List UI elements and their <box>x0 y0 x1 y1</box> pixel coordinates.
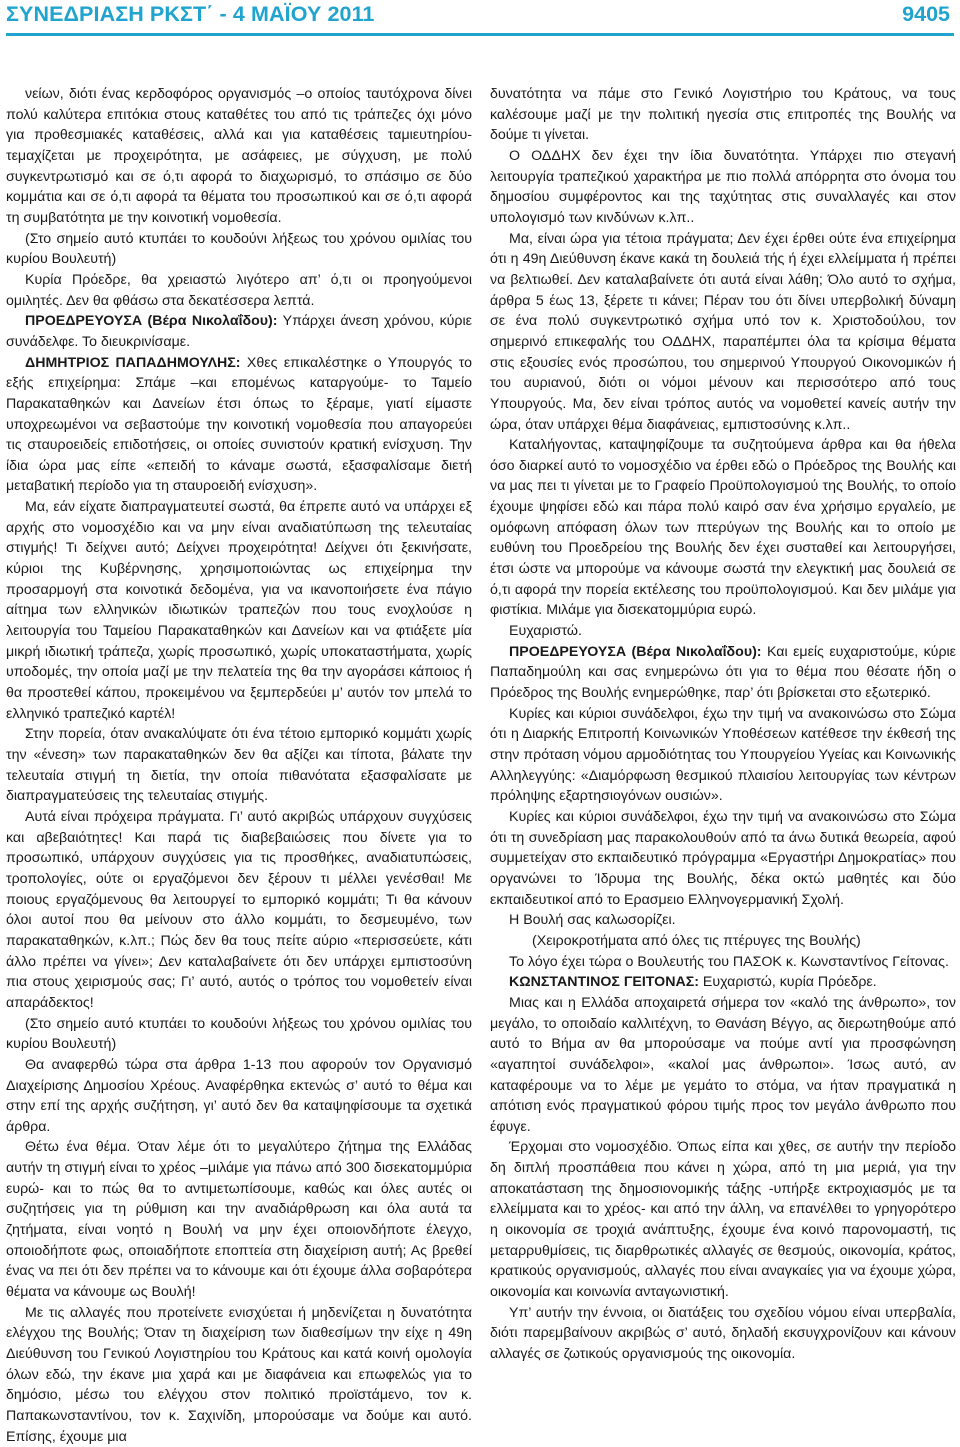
paragraph-text: Μα, είναι ώρα για τέτοια πράγματα; Δεν έχει έρθει ούτε ένα επιχείρημα ότι η 49η Διεύθυνση έκανε κακά τη δουλειά τής ή έχει ελλείμματα ή πρέπει να βελτιωθεί. Δεν καταλαβαίνετε ότι αυτά είναι λάθη; Όλο αυτό το σχήμα, άρθρα 5 έως 13, ξέρετε τι κάνει; Πέραν του ότι δίνει υπερβολική δύναμη σε ένα πολύ συγκεντρωτικό σχήμα υπό τον κ. Χριστοδούλου, τον σημερινό επικεφαλής του ΟΔΔΗΧ, παραπέμπει όλα τα κρίσιμα θέματα στις εξουσίες ενός προσώπου, του σημερινού Υπουργού Οικονομικών ή του αυριανού, διότι οι νόμοι μένουν και περισσότερο από τους Υπουργούς. Μα, δεν είναι τρόπος αυτός να νομοθετεί κανείς αυτήν την ώρα, όταν υπάρχει θέμα διαφάνειας, εμπιστοσύνης κ.λπ.. <box>490 230 956 433</box>
speaker-name: ΠΡΟΕΔΡΕΥΟΥΣΑ (Βέρα Νικολαΐδου): <box>509 643 762 660</box>
paragraph-text: δυνατότητα να πάμε στο Γενικό Λογιστήριο του Κράτους, να τους καλέσουμε μαζί με την πολιτική ηγεσία στις επιτροπές της Βουλής να δούμε τι γίνεται. <box>490 86 956 144</box>
paragraph <box>490 952 956 973</box>
paragraph-text: Κυρίες και κύριοι συνάδελφοι, έχω την τιμή να ανακοινώσω στο Σώμα ότι η Διαρκής Επιτροπή Κοινωνικών Υποθέσεων κατέθεσε την έκθεσή της στην πρόταση νόμου αρμοδιότητας του Υπουργείου Υγείας και Κοινωνικής Αλληλεγγύης: «Διαμόρφωση θεσμικού πλαισίου λειτουργίας των κέντρων πρόληψης εξαρτησιογόνων ουσιών». <box>490 705 956 805</box>
paragraph-text: (Στο σημείο αυτό κτυπάει το κουδούνι λήξεως του χρόνου ομιλίας του κυρίου Βουλευτή) <box>6 1015 472 1053</box>
paragraph-text: Ευχαριστώ. <box>509 623 582 640</box>
paragraph <box>6 84 472 229</box>
paragraph-text: Αυτά είναι πρόχειρα πράγματα. Γι’ αυτό ακριβώς υπάρχουν συγχύσεις και αβεβαιότητες! Και παρά τις διαβεβαιώσεις που δίνετε για το προσωπικό, υπάρχουν συγχύσεις για τις προσθήκες, αναδιατυπώσεις, τροπολογίες, ούτε οι εργαζόμενοι δεν ξέρουν τι μέλλει γενέσθαι! Με ποιους εργαζόμενους θα λειτουργεί το εμπορικό κομμάτι; Τι θα κάνουν όλοι αυτοί που θα μείνουν στο άλλο κομμάτι, το δεσμευμένο, των παρακαταθηκών, κ.λπ.; Πώς δεν θα τους πείτε αύριο «περισσεύετε, κάτι άλλο πρέπει να γίνει»; Δεν καταλαβαίνετε ότι δεν υπάρχει εμπιστοσύνη πια στους χειρισμούς σας; Γι’ αυτό, αυτός ο τρόπος του νομοθετείν είναι απαράδεκτος! <box>6 808 472 1011</box>
paragraph-text: Το λόγο έχει τώρα ο Βουλευτής του ΠΑΣΟΚ κ. Κωνσταντίνος Γείτονας. <box>509 953 949 970</box>
paragraph-text: Ο ΟΔΔΗΧ δεν έχει την ίδια δυνατότητα. Υπάρχει πιο στεγανή λειτουργία τραπεζικού χαρακτήρα με πιο πολλά απόρρητα στο όνομα του δημοσίου συμφέροντος και της ταχύτητας στις συναλλαγές και στον υπολογισμό των κινδύνων κ.λπ.. <box>490 147 956 226</box>
paragraph <box>490 1137 956 1302</box>
paragraph <box>490 807 956 910</box>
paragraph-text: Καταλήγοντας, καταψηφίζουμε τα συζητούμενα άρθρα και θα ήθελα όσο διαρκεί αυτό το νομοσχέδιο να έρθει εδώ ο Πρόεδρος της Βουλής και να μας πει τι γίνεται με το Γραφείο Προϋπολογισμού της Βουλής, το οποίο έχουμε ψηφίσει εδώ και πάρα πολύ καιρό σαν ένα χρήσιμο εργαλείο, με ομόφωνη απόφαση όλων των πτερύγων της Βουλής και το οποίο με ευθύνη του Προεδρείου της Βουλής δεν έχει συσταθεί και λειτουργήσει, έτσι ώστε να μπορούμε να κάνουμε σωστά την ελεγκτική μας δουλειά σε ό,τι αφορά την πορεία εκτέλεσης του προϋπολογισμού. Και δεν μιλάμε για φιστίκια. Μιλάμε για δισεκατομμύρια ευρώ. <box>490 437 956 619</box>
paragraph <box>6 353 472 498</box>
paragraph <box>6 311 472 352</box>
paragraph-text: Χθες επικαλέστηκε ο Υπουργός το εξής επιχείρημα: Σπάμε –και επομένως καταργούμε- το Ταμείο Παρακαταθηκών και Δανείων έτσι όπως το ξέραμε, γιατί είμαστε υποχρεωμένοι να σεβαστούμε την κοινοτική νομοθεσία που απαγορεύει τις σταυροειδείς επιδοτήσεις, οι οποίες συνιστούν κρατική ενίσχυση. Την ίδια ώρα μας είπε «επειδή το κάναμε σωστά, εξασφαλίσαμε διετή μεταβατική περίοδο για τη σταυροειδή ενίσχυση». <box>6 354 472 495</box>
speaker-name: ΠΡΟΕΔΡΕΥΟΥΣΑ (Βέρα Νικολαΐδου): <box>25 313 278 330</box>
paragraph-text: Και εμείς ευχαριστούμε, κύριε Παπαδημούλη και σας ενημερώνω ότι για το θέμα που θέσατε ήδη ο Πρόεδρος της Βουλής ενημερώθηκε, παρ’ ότι βρίσκεται στο εξωτερικό. <box>490 643 956 702</box>
paragraph-text: Η Βουλή σας καλωσορίζει. <box>509 912 676 929</box>
page-number: 9405 <box>902 2 950 26</box>
paragraph-text: Μα, εάν είχατε διαπραγματευτεί σωστά, θα έπρεπε αυτό να υπάρχει εξ αρχής στο νομοσχέδιο και να μην είναι αναδιατύπωση της τελευταίας στιγμής! Τι δείχνει αυτό; Δείχνει προχειρότητα! Δείχνει ότι ξεκινήσατε, κύριοι της Κυβέρνησης, χρησιμοποιώντας ως επιχείρημα την προσαρμογή στα κοινοτικά δεδομένα, για να ικανοποιήσετε ένα πάγιο αίτημα των ελληνικών ιδιωτικών τραπεζών που τους ενοχλούσε η λειτουργία του Ταμείου Παρακαταθηκών και Δανείων και να φτιάξετε μία μικρή ιδιωτική τράπεζα, χωρίς προσωπικό, χωρίς υποκαταστήματα, χωρίς υποδομές, την οποία μαζί με την πελατεία της θα την αγοράσει κάποιος ή θα προστεθεί κάπου, προκειμένου να ξεμπερδεύει μ’ αυτόν τον μπελά το ελληνικό τραπεζικό καρτέλ! <box>6 499 472 722</box>
paragraph <box>490 704 956 807</box>
paragraph-text: Στην πορεία, όταν ανακαλύψατε ότι ένα τέτοιο εμπορικό κομμάτι χωρίς την «ένεση» των παρακαταθηκών δεν θα αξίζει και τίποτα, βάλατε την τελευταία στιγμή τη διετία, την οποία πιθανότατα εξασφαλίσατε με διαπραγματεύσεις της τελευταίας στιγμής. <box>6 726 472 805</box>
paragraph <box>6 497 472 724</box>
paragraph-text: Ευχαριστώ, κυρία Πρόεδρε. <box>698 974 877 991</box>
paragraph-text: νείων, διότι ένας κερδοφόρος οργανισμός –ο οποίος ταυτόχρονα δίνει πολύ καλύτερα επιτόκια στους καταθέτες του από τις τράπεζες όχι μόνο για προθεσμιακές καταθέσεις, αλλά και για καταθέσεις ταμιευτηρίου- τεμαχίζεται με προχειρότητα, με ασάφειες, με σύγχυση, με πολύ συγκεντρωτισμό και σε ό,τι αφορά το διαχωρισμό, το σπάσιμο σε δύο κομμάτια και σε ό,τι αφορά τα θέματα του προσωπικού και σε ό,τι αφορά τη συμβατότητα με την κοινοτική νομοθεσία. <box>6 86 472 226</box>
paragraph <box>490 1303 956 1365</box>
paragraph-text: Θα αναφερθώ τώρα στα άρθρα 1-13 που αφορούν τον Οργανισμό Διαχείρισης Δημοσίου Χρέους. Αναφέρθηκα εκτενώς σ’ αυτό το θέμα και στην επί της αρχής συζήτηση, γι’ αυτό δεν θα καταψηφίσουμε τα σχετικά άρθρα. <box>6 1056 472 1135</box>
paragraph <box>6 270 472 311</box>
paragraph-text: Κυρίες και κύριοι συνάδελφοι, έχω την τιμή να ανακοινώσω στο Σώμα ότι τη συνεδρίαση μας παρακολουθούν από τα άνω δυτικά θεωρεία, αφού συμμετείχαν στο εκπαιδευτικό πρόγραμμα «Εργαστήρι Δημοκρατίας» που οργανώνει το Ίδρυμα της Βουλής, δέκα οκτώ μαθητές και δύο εκπαιδευτικοί από το Ερασμειο Ελληνογερμανική Σχολή. <box>490 808 956 908</box>
paragraph-text: (Στο σημείο αυτό κτυπάει το κουδούνι λήξεως του χρόνου ομιλίας του κυρίου Βουλευτή) <box>6 230 472 268</box>
paragraph <box>490 993 956 1138</box>
right-column <box>490 84 956 1436</box>
paragraph <box>490 146 956 229</box>
paragraph <box>490 931 956 952</box>
paragraph-text: Με τις αλλαγές που προτείνετε ενισχύεται ή μηδενίζεται η δυνατότητα ελέγχου της Βουλής; Όταν τη διαχείριση των διαθεσίμων την είχε η 49η Διεύθυνση του Γενικού Λογιστηρίου του Κράτους και κατά κοινή ομολογία όλων εδώ, την έκανε μια χαρά και με διαφάνεια και επωφελώς για το δημόσιο, μέσω του ελέγχου στον πολιτικό προϊστάμενο, τον κ. Παπακωνσταντίνου, τον κ. Σαχινίδη, μπορούσαμε να δούμε και αυτό. Επίσης, έχουμε μια <box>6 1304 472 1445</box>
paragraph-text: Υπάρχει άνεση χρόνου, κύριε συνάδελφε. Το διευκρινίσαμε. <box>6 313 472 350</box>
paragraph <box>6 1014 472 1055</box>
paragraph <box>490 972 956 993</box>
paragraph-text: Μιας και η Ελλάδα αποχαιρετά σήμερα τον «καλό της άνθρωπο», τον μεγάλο, το οποιδαίο καλλιτέχνη, το Θανάση Βέγγο, ας διερωτηθούμε από αυτό το Βήμα αν θα μπορούσαμε να πούμε αντί για προσφώνηση «αγαπητοί συνάδελφοι», «καλοί μας άνθρωποι». Ίσως αυτό, αν καταφέρουμε να το λέμε με γεμάτο το στόμα, να ήταν πραγματικά η απότιση ενός πραγματικού φόρου τιμής προς τον μεγάλο άνθρωπο που έφυγε. <box>490 994 956 1135</box>
paragraph <box>6 1303 472 1447</box>
paragraph <box>6 807 472 1014</box>
paragraph <box>6 724 472 807</box>
paragraph <box>490 84 956 146</box>
header-rule <box>6 33 954 36</box>
page-header <box>0 0 960 32</box>
session-title: ΣΥΝΕΔΡΙΑΣΗ ΡΚΣΤ΄ - 4 ΜΑΪΟΥ 2011 <box>6 2 375 26</box>
paragraph <box>490 910 956 931</box>
paragraph <box>6 229 472 270</box>
speaker-name: ΔΗΜΗΤΡΙΟΣ ΠΑΠΑΔΗΜΟΥΛΗΣ: <box>25 354 241 371</box>
paragraph <box>6 1137 472 1302</box>
left-column <box>6 84 472 1445</box>
paragraph-text: (Χειροκροτήματα από όλες τις πτέρυγες της Βουλής) <box>532 932 861 949</box>
paragraph <box>490 642 956 704</box>
paragraph <box>490 621 956 642</box>
speaker-name: ΚΩΝΣΤΑΝΤΙΝΟΣ ΓΕΙΤΟΝΑΣ: <box>509 974 699 991</box>
paragraph <box>6 1055 472 1138</box>
paragraph-text: Θέτω ένα θέμα. Όταν λέμε ότι το μεγαλύτερο ζήτημα της Ελλάδας αυτήν τη στιγμή είναι το χρέος –μιλάμε για πάνω από 300 δισεκατομμύρια ευρώ- και το πώς θα το αντιμετωπίσουμε, καθώς και όλες αυτές οι συζητήσεις για τη ρύθμιση και την αναδιάρθρωση και όλα αυτά τα ζητήματα, είναι νοητό η Βουλή να μην έχει οποιονδήποτε έλεγχο, οποιοδήποτε φως, οποιαδήποτε εποπτεία στη διαχείριση αυτή; Ας βρεθεί ένας να πει ότι δεν πρέπει να το κάνουμε και ότι έχουμε άλλα σοβαρότερα θέματα να κάνουμε ως Βουλή! <box>6 1139 472 1301</box>
paragraph-text: Κυρία Πρόεδρε, θα χρειαστώ λιγότερο απ’ ό,τι οι προηγούμενοι ομιλητές. Δεν θα φθάσω στα δεκατέσσερα λεπτά. <box>6 271 472 309</box>
paragraph <box>490 229 956 436</box>
paragraph <box>490 435 956 621</box>
paragraph-text: Έρχομαι στο νομοσχέδιο. Όπως είπα και χθες, σε αυτήν την περίοδο δη διπλή προσπάθεια που κάνει η χώρα, από τη μια μεριά, για την αποκατάσταση της δημοσιονομικής τάξης -υπήρξε εκτροχιασμός με τα ελλείμματα και το χρέος- και από την άλλη, να επανέλθει το γρηγορότερο η οικονομία σε τροχιά ανάπτυξης, έχουμε ένα κοινό παρονομαστή, τις μεταρρυθμίσεις, τις διαρθρωτικές αλλαγές σε θεσμούς, οικονομία, κράτος, κρατικούς οργανισμούς, αλλαγές που είναι αναγκαίες για να έχουμε χώρα, οικονομία και κοινωνία ανταγωνιστική. <box>490 1139 956 1301</box>
paragraph-text: Υπ’ αυτήν την έννοια, οι διατάξεις του σχεδίου νόμου είναι υπερβαλία, διότι παρεμβαίνουν ακριβώς σ’ αυτό, δηλαδή εκσυγχρονίζουν και κάνουν αλλαγές σε ζωτικούς οργανισμούς της οικονομία. <box>490 1304 956 1363</box>
